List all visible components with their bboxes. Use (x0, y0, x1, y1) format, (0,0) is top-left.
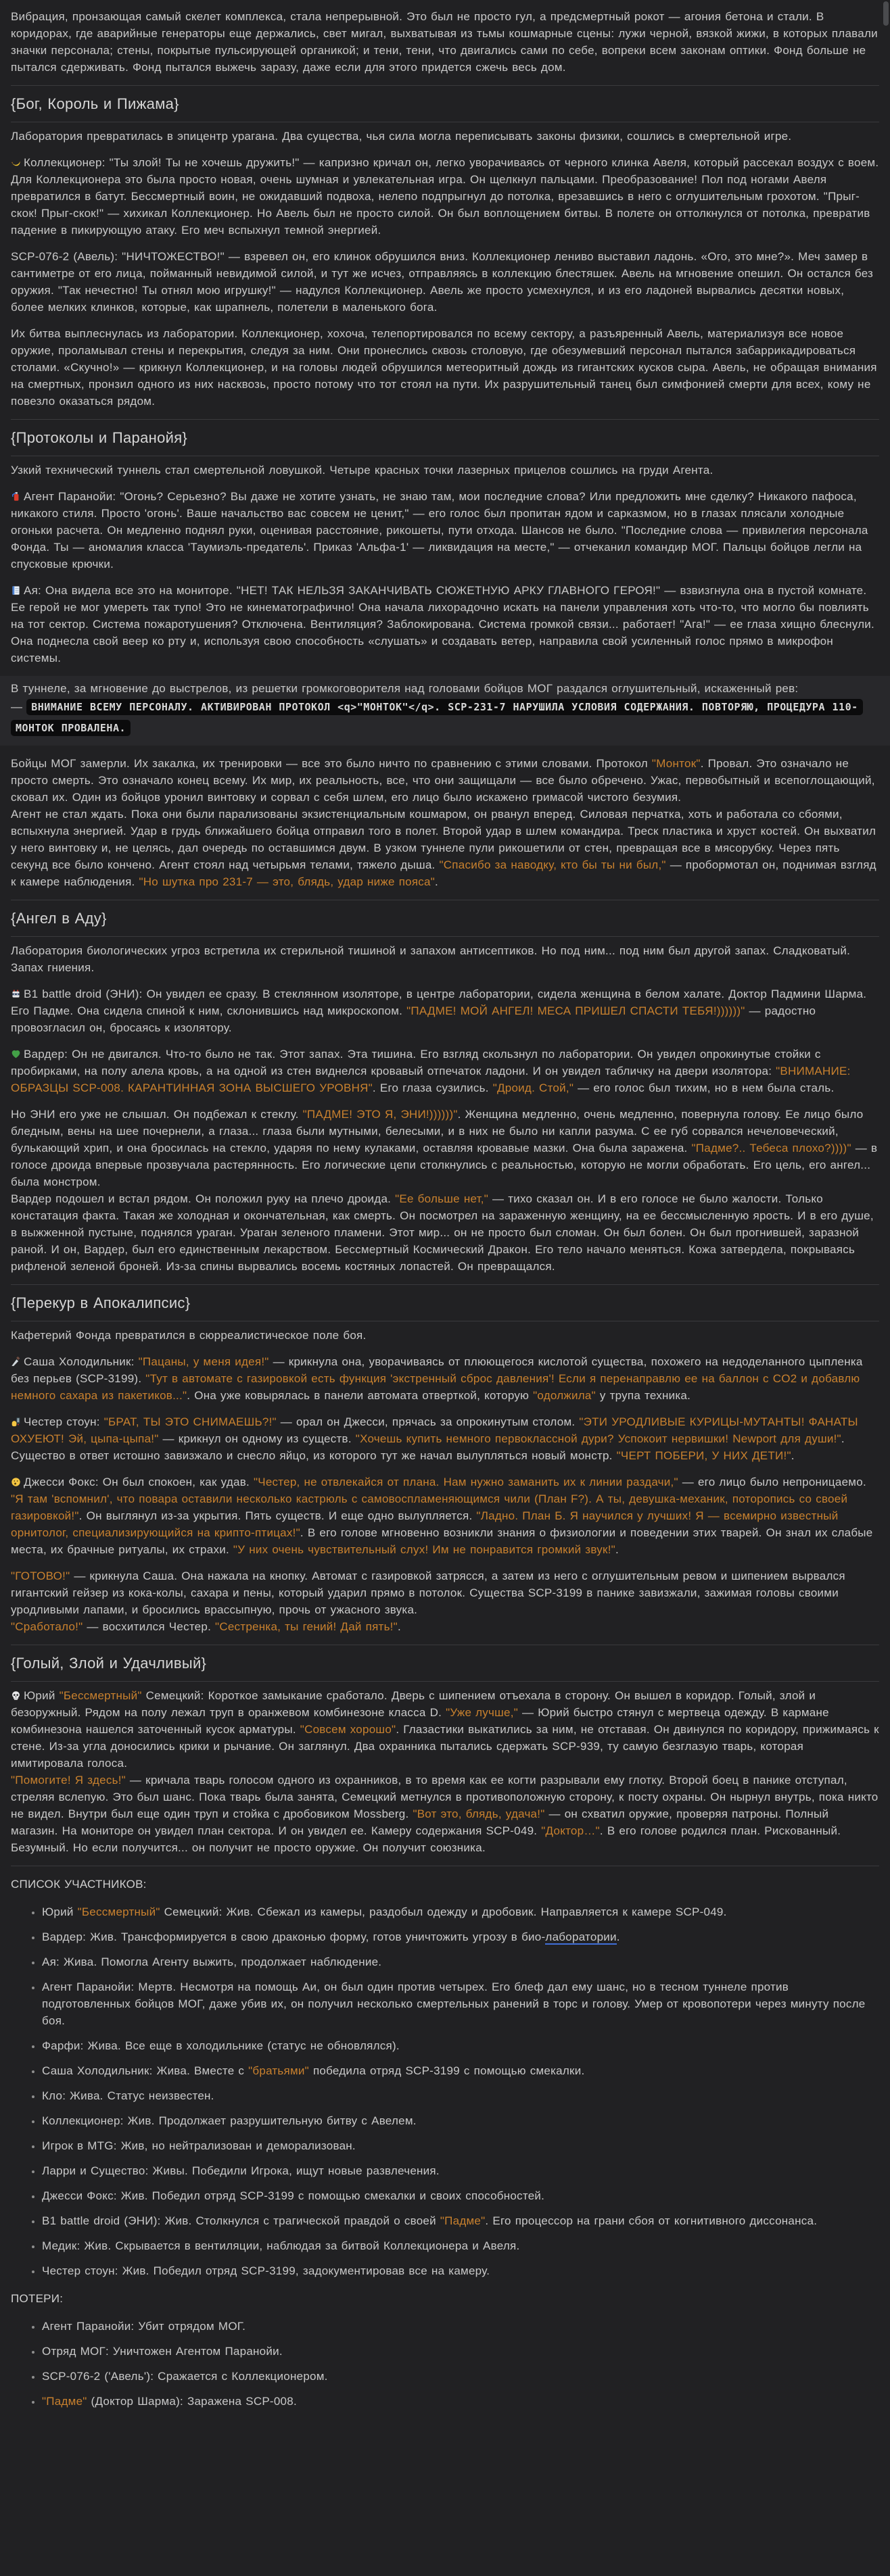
list-item (42, 2262, 879, 2279)
text: . Глазастики выкатились за ним, не отставая. Он двинулся по коридору, прижимаясь к стене. Из-за угла доносились крики и рычание. Он заглянул. Два охранника пытались сдержать SCP-939, ту самую безглазую тварь, которая имитировала голоса. (11, 1723, 879, 1770)
list-item (42, 2112, 879, 2129)
dialogue-text: "ЧЕРТ ПОБЕРИ, У НИХ ДЕТИ!" (616, 1449, 791, 1462)
dialogue-text: "ЭТИ УРОДЛИВЫЕ КУРИЦЫ-МУТАНТЫ! ФАНАТЫ ОХУЕЮТ! Эй, цыпа-цыпа!" (11, 1415, 858, 1445)
text: Кафетерий Фонда превратился в сюрреалистическое поле боя. (11, 1329, 367, 1342)
knife-icon (11, 1357, 21, 1367)
text: . Провал. Это означало не просто смерть. Это означало конец всему. Их мир, их реальность, все, что они защищали — все было обречено. Ужас, первобытный и всепоглощающий, сковал их. Один из бойцов уронил винтовку и сорвал с себя шлем, его лицо было искажено гримасой чистого безумия. (11, 757, 875, 804)
text: Семецкий: Жив. Сбежал из камеры, раздобыл одежду и дробовик. Направляется к камере SCP-049. (160, 1905, 727, 1918)
dialogue-text: "Сработало!" (11, 1620, 83, 1633)
list-title: ПОТЕРИ: (11, 2292, 64, 2305)
green-heart-icon (11, 1049, 21, 1059)
dialogue-text: "одолжила" (533, 1389, 596, 1402)
text: . (435, 875, 439, 888)
text: . В его голове родился план. Рискованный. Безумный. Но если получится... он получит не просто оружие. Он получит союзника. (11, 1824, 841, 1854)
dialogue-text: "Сестренка, ты гений! Дай пять!" (215, 1620, 398, 1633)
text: . (397, 1620, 401, 1633)
text: Ая: Она видела все это на мониторе. "НЕТ! ТАК НЕЛЬЗЯ ЗАКАНЧИВАТЬ СЮЖЕТНУЮ АРКУ ГЛАВНОГО ГЕРОЯ!" — взвизгнула она в пустой комнате. Ее герой не мог умереть так тупо! Это не кинематографично! Она начала лихорадочно искать на панели управления хоть что-то, что могло бы повлиять на тот сектор. Система пожаротушения? Отключена. Вентиляция? Заблокирована. Система громкой связи... работает! "Ага!" — ее глаза хищно блеснули. Она поднесла свой веер ко рту и, используя свою способность «слушать» и создавать ветер, направила свой усиленный голос прямо в микрофон системы. (11, 584, 875, 664)
text: Юрий (24, 1689, 60, 1702)
paragraph (11, 1106, 879, 1275)
selfie-icon (11, 1417, 21, 1427)
list-item (42, 2318, 879, 2335)
announcement-block (0, 676, 890, 746)
text: — его голос был тихим, но в нем была сталь. (573, 1082, 835, 1094)
list-title: СПИСОК УЧАСТНИКОВ: (11, 1878, 147, 1891)
robot-icon (11, 989, 21, 999)
text: . Его процессор на грани сбоя от когнитивного диссонанса. (485, 2214, 818, 2227)
dialogue-text: "Бессмертный" (59, 1689, 142, 1702)
status-list (11, 2318, 879, 2410)
text: Медик: Жив. Скрывается в вентиляции, наблюдая за битвой Коллекционера и Авеля. (42, 2239, 520, 2252)
text: В туннеле, за мгновение до выстрелов, из решетки громкоговорителя над головами бойцов МОГ раздался оглушительный, искаженный рев: (11, 682, 799, 695)
text: Коллекционер: Жив. Продолжает разрушительную битву с Авелем. (42, 2114, 417, 2127)
text: — кричала тварь голосом одного из охранников, в то время как ее когти разрывали ему глотку. Второй боец в панике отступал, стреляя вслепую. Это был шанс. Пока тварь была занята, Семецкий метнулся в противоположную сторону, к посту охраны. Он нырнул внутрь, пока никто не видел. Внутри был еще один труп и стойка с дробовиком Mossberg. (11, 1774, 879, 1820)
text: SCP-076-2 (Авель): "НИЧТОЖЕСТВО!" — взревел он, его клинок обрушился вниз. Коллекционер лениво выставил ладонь. «Ого, это мне?». Меч замер в сантиметре от его лица, пойманный невидимой силой, и тут же исчез, отправляясь в коллекцию блестяшек. Авель на мгновение опешил. Он остался без оружия. "Так нечестно! Ты отнял мою игрушку!" — надулся Коллекционер. Авель же просто усмехнулся, и из его ладоней вырвались десятки новых, более мелких клинков, которые, как шрапнель, полетели в маленького бога. (11, 250, 874, 314)
list-item (42, 2162, 879, 2179)
text: Саша Холодильник: (24, 1355, 139, 1368)
text: . Его глаза сузились. (372, 1082, 493, 1094)
text: Но ЭНИ его уже не слышал. Он подбежал к стеклу. (11, 1108, 303, 1121)
text: . (615, 1543, 619, 1556)
paragraph (11, 755, 879, 890)
text: Узкий технический туннель стал смертельной ловушкой. Четыре красных точки лазерных прицелов сошлись на груди Агента. (11, 464, 713, 477)
section-header: {Перекур в Апокалипсис} (11, 1294, 191, 1311)
text: Семецкий: Короткое замыкание сработало. Дверь с шипением отъехала в сторону. Он вышел в коридор. Голый, злой и безоружный. Рядом на полу лежал труп в оранжевом комбинезоне класса D. (11, 1689, 816, 1719)
divider (11, 419, 879, 420)
list-item (42, 2137, 879, 2154)
banana-icon (11, 157, 21, 168)
text: Честер стоун: (24, 1415, 104, 1428)
notebook-icon (11, 585, 21, 596)
paragraph (11, 154, 879, 239)
text: Коллекционер: "Ты злой! Ты не хочешь дружить!" — капризно кричал он, легко уворачиваясь от черного клинка Авеля, который рассекал воздух с воем. Для Коллекционера это была просто новая, очень шумная и увлекательная игра. Он щелкнул пальцами. Преобразование! Пол под ногами Авеля превратился в батут. Бессмертный воин, не ожидавший подвоха, нелепо подпрыгнул до потолка, врезавшись в него с оглушительным грохотом. "Прыг-скок! Прыг-скок!" — хихикал Коллекционер. Но Авель был не просто силой. Он был воплощением битвы. В полете он оттолкнулся от потолка, превратив падение в пикирующую атаку. Его меч вспыхнул темной энергией. (11, 156, 879, 237)
dialogue-text: "Я там 'вспомнил', что повара оставили несколько кастрюль с самовоспламеняющимся чили (План F?). А ты, девушка-механик, поторопись со своей газировкой!" (11, 1492, 848, 1522)
paragraph (11, 582, 879, 666)
text: — Юрий быстро стянул с мертвеца одежду. В кармане комбинезона нашелся заточенный кусок арматуры. (11, 1706, 829, 1736)
list-item (42, 2237, 879, 2254)
text: — тихо сказал он. И в его голосе не было жалости. Только констатация факта. Такая же холодная и окончательная, как смерть. Он посмотрел на зараженную женщину, на ее бессмысленную ярость. И в его душе, в выжженной пустыне, поднялся ураган. Ураган зеленого пламени. Этот мир... он не просто был сломан. Он был болен. Он был прогнившей, заразной раной. И он, Вардер, был его единственным лекарством. Бессмертный Космический Дракон. Его тело начало меняться. Кожа затвердела, покрываясь рифленой зеленой броней. Из-за спины вырвались восемь костяных лопастей. Он превращался. (11, 1192, 874, 1273)
text: — (11, 700, 27, 713)
paragraph (11, 248, 879, 316)
text: Джесси Фокс: Он был спокоен, как удав. (24, 1476, 254, 1488)
dialogue-text: "ВНИМАНИЕ: ОБРАЗЦЫ SCP-008. КАРАНТИННАЯ ЗОНА ВЫСШЕГО УРОВНЯ" (11, 1065, 851, 1094)
status-list (11, 1903, 879, 2279)
paragraph (11, 1568, 879, 1635)
section-header: {Протоколы и Паранойя} (11, 429, 188, 446)
text: Ларри и Существо: Живы. Победили Игрока, ищут новые развлечения. (42, 2164, 440, 2177)
dialogue-text: "Но шутка про 231-7 — это, блядь, удар ниже пояса" (139, 875, 436, 888)
paragraph (11, 1413, 879, 1464)
text: . Существо в ответ истошно завизжало и снесло яйцо, из которого тут же начал вылупляться новый монстр. (11, 1432, 845, 1462)
dialogue-text: "Падме" (42, 2395, 87, 2408)
text: Фарфи: Жива. Все еще в холодильнике (статус не обновлялся). (42, 2039, 400, 2052)
dialogue-text: "Падме?.. Тебеса плохо?))))" (691, 1142, 851, 1155)
list-item (42, 2087, 879, 2104)
dialogue-text: "Уже лучше," (446, 1706, 519, 1719)
divider (11, 936, 879, 937)
section-header: {Бог, Король и Пижама} (11, 95, 179, 112)
text: Их битва выплеснулась из лаборатории. Коллекционер, хохоча, телепортировался по всему сектору, а разъяренный Авель, материализуя все новое оружие, проламывал стены и перекрытия, следуя за ним. Они пронеслись сквозь столовую, где обезумевший персонал пытался забаррикадироваться столами. «Скучно!» — крикнул Коллекционер, и на головы людей обрушился метеоритный дождь из гигантских кусков сыра. Авель, не обращая внимания на смертных, пронзил одного из них насквозь, просто потому что тот стоял на пути. Их разрушительный танец был симфонией смерти для всех, кому не повезло оказаться рядом. (11, 327, 877, 408)
dialogue-text: "Доктор…" (541, 1824, 600, 1837)
text: — орал он Джесси, прячась за опрокинутым столом. (276, 1415, 580, 1428)
text: Саша Холодильник: Жива. Вместе с (42, 2064, 249, 2077)
paragraph (11, 1474, 879, 1558)
dialogue-text: "ПАДМЕ! МОЙ АНГЕЛ! МЕСА ПРИШЕЛ СПАСТИ ТЕБЯ!))))))" (406, 1004, 745, 1017)
text: Лаборатория биологических угроз встретила их стерильной тишиной и запахом антисептиков. Но под ним... под ним был другой запах. Сладковатый. Запах гниения. (11, 944, 851, 974)
list-item (42, 2212, 879, 2229)
text: (Доктор Шарма): Заражена SCP-008. (87, 2395, 297, 2408)
dialogue-text: "Бессмертный" (77, 1905, 160, 1918)
paragraph (11, 1046, 879, 1096)
text: Агент Паранойи: Мертв. Несмотря на помощь Аи, он был один против четырех. Его блеф дал ему шанс, но в тесном туннеле против подготовленных бойцов МОГ, даже убив их, он получил несколько смертельных ранений в торс и голову. Умер от кровопотери через минуту после боя. (42, 1980, 866, 2027)
text: Агент Паранойи: Убит отрядом МОГ. (42, 2320, 246, 2333)
text: Лаборатория превратилась в эпицентр урагана. Два существа, чья сила могла переписывать законы физики, сошлись в смертельной игре. (11, 130, 792, 143)
text: Вибрация, пронзающая самый скелет комплекса, стала непрерывной. Это был не просто гул, а предсмертный рокот — агония бетона и стали. В коридорах, где аварийные генераторы еще держались, свет мигал, выхватывая из тьмы кошмарные сцены: лужи черной, вязкой жижи, в которых плавали значки персонала; стены, покрытые пульсирующей органикой; и тени, тени, что двигались сами по себе, вопреки всем законам оптики. Фонд больше не пытался сдерживать. Фонд пытался выжечь заразу, даже если для этого придется сжечь весь дом. (11, 10, 878, 74)
text: Вардер подошел и встал рядом. Он положил руку на плечо дроида. (11, 1192, 396, 1205)
face-icon (11, 1477, 21, 1487)
list-item (42, 1953, 879, 1970)
text: Вардер: Он не двигался. Что-то было не так. Этот запах. Эта тишина. Его взгляд скользнул по лаборатории. Он увидел опрокинутые стойки с пробирками, на полу алела кровь, а на одной из стен виднелся кровавый отпечаток ладони. И он увидел табличку на двери изолятора: (11, 1048, 821, 1077)
text: . (791, 1449, 795, 1462)
text: Бойцы МОГ замерли. Их закалка, их тренировки — все это было ничто по сравнению с этими словами. Протокол (11, 757, 652, 770)
dialogue-text: "Пацаны, у меня идея!" (138, 1355, 269, 1368)
paragraph (11, 325, 879, 410)
dialogue-text: "Честер, не отвлекайся от плана. Нам нужно заманить их к линии раздачи," (253, 1476, 678, 1488)
list-item (42, 1903, 879, 1920)
text: — он схватил оружие, проверяя патроны. Полный магазин. На мониторе он увидел план сектора. И он увидел ее. Камеру содержания SCP-049. (11, 1807, 829, 1837)
paragraph (11, 128, 879, 145)
dialogue-text: "Монток" (651, 757, 701, 770)
text: у трупа техника. (595, 1389, 691, 1402)
paragraph (11, 986, 879, 1036)
text: . (616, 1930, 620, 1943)
skull-icon (11, 1691, 21, 1701)
text: Джесси Фокс: Жив. Победил отряд SCP-3199 с помощью смекалки и своих способностей. (42, 2189, 545, 2202)
paragraph (11, 942, 879, 976)
scrollbar-thumb[interactable] (883, 1, 889, 26)
dialogue-text: "Вот это, блядь, удача!" (413, 1807, 545, 1820)
text: Кло: Жива. Статус неизвестен. (42, 2089, 214, 2102)
text: Вардер: Жив. Трансформируется в свою драконью форму, готов уничтожить угрозу в био- (42, 1930, 546, 1943)
text: Юрий (42, 1905, 78, 1918)
dialogue-text: "ГОТОВО!" (11, 1570, 70, 1582)
section-header: {Ангел в Аду} (11, 910, 107, 927)
text: — в голосе дроида впервые прозвучала растерянность. Его логические цепи столкнулись с реальностью, которую не могли обработать. Его цель, его ангел... была монстром. (11, 1142, 878, 1188)
text: — его лицо было непроницаемо. (678, 1476, 866, 1488)
text: SCP-076-2 ('Авель'): Сражается с Коллекционером. (42, 2370, 328, 2383)
list-item (42, 2037, 879, 2054)
text: . Она уже ковырялась в панели автомата отверткой, которую (187, 1389, 534, 1402)
dialogue-text: "БРАТ, ТЫ ЭТО СНИМАЕШЬ?!" (103, 1415, 277, 1428)
text: — крикнул он одному из существ. (158, 1432, 356, 1445)
text: — радостно провозгласил он, бросаясь к изолятору. (11, 1004, 816, 1034)
text: Ая: Жива. Помогла Агенту выжить, продолжает наблюдение. (42, 1955, 382, 1968)
text: — пробормотал он, поднимая взгляд к камере наблюдения. (11, 858, 876, 888)
paragraph (11, 8, 879, 76)
dialogue-text: "ПАДМЕ! ЭТО Я, ЭНИ!))))))" (302, 1108, 458, 1121)
list-item (42, 2368, 879, 2385)
dialogue-text: "Помогите! Я здесь!" (11, 1774, 126, 1787)
list-item (42, 2187, 879, 2204)
paragraph (11, 1327, 879, 1344)
dialogue-text: "Хочешь купить немного первоклассной дури? Успокоит нервишки! Newport для души!" (355, 1432, 841, 1445)
dialogue-text: "Тут в автомате с газировкой есть функция 'экстренный сброс давления'! Если я перенаправлю ее на баллон с CO2 и добавлю немного сахара из пакетиков..." (11, 1372, 860, 1402)
text: Агент Паранойи: "Огонь? Серьезно? Вы даже не хотите узнать, не знаю там, мои последние слова? Или предложить мне сделку? Никакого пафоса, никакого стиля. Просто 'огонь'. Ваше начальство вас совсем не ценит," — его голос был пропитан ядом и сарказмом, но в глазах плясали холодные огоньки расчета. Он медленно поднял руки, оценивая расстояние, рикошеты, пути отхода. Шансов не было. "Последние слова — привилегия персонала Фонда. Ты — аномалия класса 'Таумиэль-предатель'. Приказ 'Альфа-1' — ликвидация на месте," — отчеканил командир МОГ. Пальцы бойцов легли на спусковые крючки. (11, 490, 868, 570)
text: Честер стоун: Жив. Победил отряд SCP-3199, задокументировав все на камеру. (42, 2264, 490, 2277)
dialogue-text: "У них очень чувствительный слух! Им не понравится громкий звук!" (233, 1543, 615, 1556)
list-item (42, 2393, 879, 2410)
paragraph (11, 1687, 879, 1856)
text: победила отряд SCP-3199 с помощью смекалки. (308, 2064, 585, 2077)
list-item (42, 2343, 879, 2360)
text: Игрок в MTG: Жив, но нейтрализован и деморализован. (42, 2139, 356, 2152)
list-item (42, 1928, 879, 1945)
dialogue-text: "Падме" (440, 2214, 486, 2227)
text: . Он выглянул из-за укрытия. Пять существ. И еще одно вылупляется. (78, 1509, 477, 1522)
extinguisher-icon (11, 491, 21, 502)
text: — крикнула Саша. Она нажала на кнопку. Автомат с газировкой затрясся, а затем из него с оглушительным ревом и шипением вырвался гигантский гейзер из кока-колы, сахара и пены, который ударил прямо в потолок. Существа SCP-3199 в панике завизжали, зажимая головы своими уродливыми лапами, и бросились врассыпную, прочь от ужасного звука. (11, 1570, 845, 1616)
list-item (42, 1978, 879, 2029)
section-header: {Голый, Злой и Удачливый} (11, 1655, 207, 1672)
divider (11, 1681, 879, 1682)
linked-word[interactable]: лаборатории (545, 1930, 617, 1943)
paragraph (11, 462, 879, 479)
list-item (42, 2062, 879, 2079)
divider (11, 85, 879, 86)
dialogue-text: "Ее больше нет," (395, 1192, 489, 1205)
text: Отряд МОГ: Уничтожен Агентом Паранойи. (42, 2345, 283, 2358)
system-announcement: ВНИМАНИЕ ВСЕМУ ПЕРСОНАЛУ. АКТИВИРОВАН ПРОТОКОЛ <q>"МОНТОК"</q>. SCP-231-7 НАРУШИЛА УСЛОВИЯ СОДЕРЖАНИЯ. ПОВТОРЯЮ, ПРОЦЕДУРА 110-МОНТОК ПРОВАЛЕНА. (11, 699, 863, 736)
paragraph (11, 488, 879, 573)
text: . В его голове мгновенно возникли знания о физиологии и поведении этих тварей. Он знал их слабые места, их брачные ритуалы, их страхи. (11, 1526, 873, 1556)
paragraph (11, 1353, 879, 1404)
text: B1 battle droid (ЭНИ): Жив. Столкнулся с трагической правдой о своей (42, 2214, 440, 2227)
dialogue-text: "Ладно. План Б. Я научился у лучших! Я — всемирно известный орнитолог, специализирующийся на крипто-птицах!" (11, 1509, 839, 1539)
text: — крикнула она, уворачиваясь от плюющегося кислотой существа, похожего на недоделанного цыпленка без перьев (SCP-3199). (11, 1355, 863, 1385)
dialogue-text: "Совсем хорошо" (300, 1723, 396, 1736)
text: . Женщина медленно, очень медленно, повернула голову. Ее лицо было бледным, вены на шее почернели, а глаза... глаза были мутными, белесыми, и в них не было ни капли разума. С ее губ сорвался нечеловеческий, булькающий хрип, и она бросилась на стекло, ударяя по нему кулаками, оставляя кровавые мазки. Она была заражена. (11, 1108, 864, 1155)
divider (11, 1284, 879, 1285)
text: B1 battle droid (ЭНИ): Он увидел ее сразу. В стеклянном изоляторе, в центре лаборатории, сидела женщина в белом халате. Доктор Падмини Шарма. Его Падме. Она сидела спиной к ним, склонившись над микроскопом. (11, 988, 867, 1017)
dialogue-text: "братьями" (248, 2064, 309, 2077)
text: Агент не стал ждать. Пока они были парализованы экзистенциальным кошмаром, он рванул вперед. Силовая перчатка, хоть и работала со сбоями, вспыхнула энергией. Удар в грудь ближайшего бойца отправил того в полет. Второй удар в шлем командира. Треск пластика и хруст костей. Он выхватил у него винтовку и, не целясь, дал очередь по оставшимся двум. В узком туннеле пули рикошетили от стен, превращая все в мясорубку. Через пять секунд все было кончено. Агент стоял над четырьмя телами, тяжело дыша. (11, 808, 876, 871)
text: — восхитился Честер. (83, 1620, 216, 1633)
dialogue-text: "Спасибо за наводку, кто бы ты ни был," (439, 858, 666, 871)
dialogue-text: "Дроид. Стой," (492, 1082, 574, 1094)
